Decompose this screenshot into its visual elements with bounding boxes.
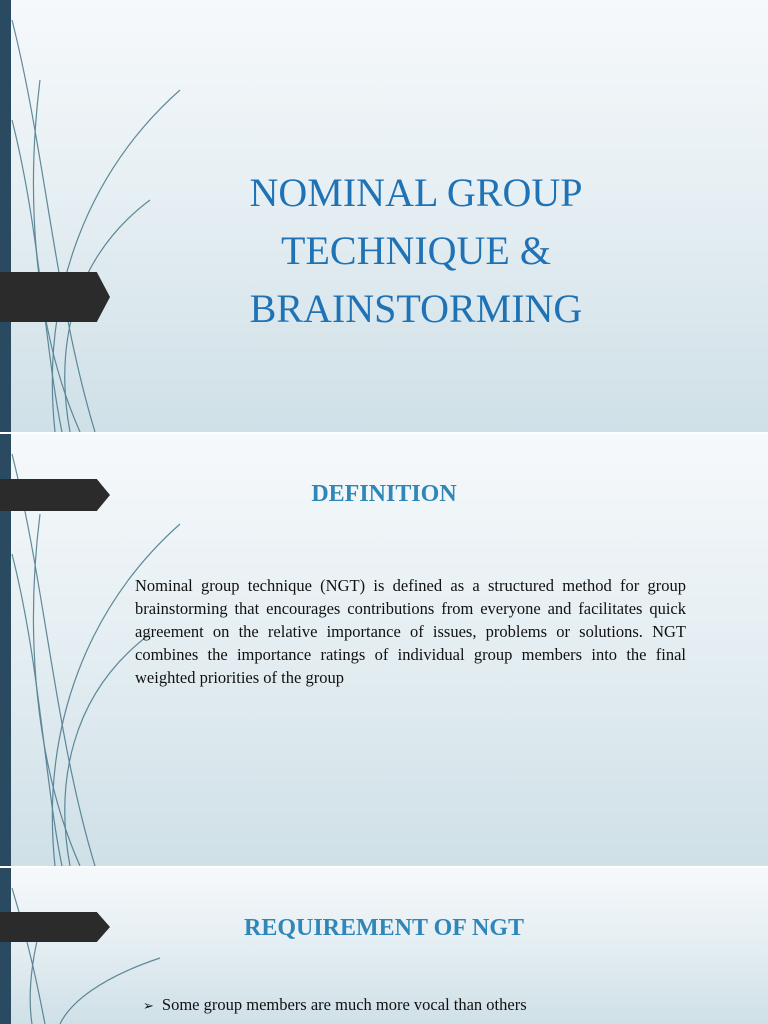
bullet-item bbox=[143, 994, 527, 1017]
arrow-bullet-icon: ➢ bbox=[143, 998, 154, 1013]
slide-title-text: NOMINAL GROUP TECHNIQUE & BRAINSTORMING bbox=[249, 170, 583, 331]
slide-definition bbox=[0, 434, 768, 866]
definition-paragraph: Nominal group technique (NGT) is defined as a structured method for group brainstorming that encourages contributions from everyone and facilitates quick agreement on the relative importance of issues, problems or solutions. NGT combines the importance ratings of individual group members into the final weighted priorities of the group bbox=[135, 576, 686, 687]
bullet-text: Some group members are much more vocal than others bbox=[161, 995, 527, 1014]
arrow-tab bbox=[0, 272, 110, 322]
slide-requirement bbox=[0, 868, 768, 1024]
definition-heading: DEFINITION bbox=[311, 481, 457, 507]
slide-title bbox=[0, 0, 768, 432]
requirement-heading: REQUIREMENT OF NGT bbox=[243, 915, 525, 941]
